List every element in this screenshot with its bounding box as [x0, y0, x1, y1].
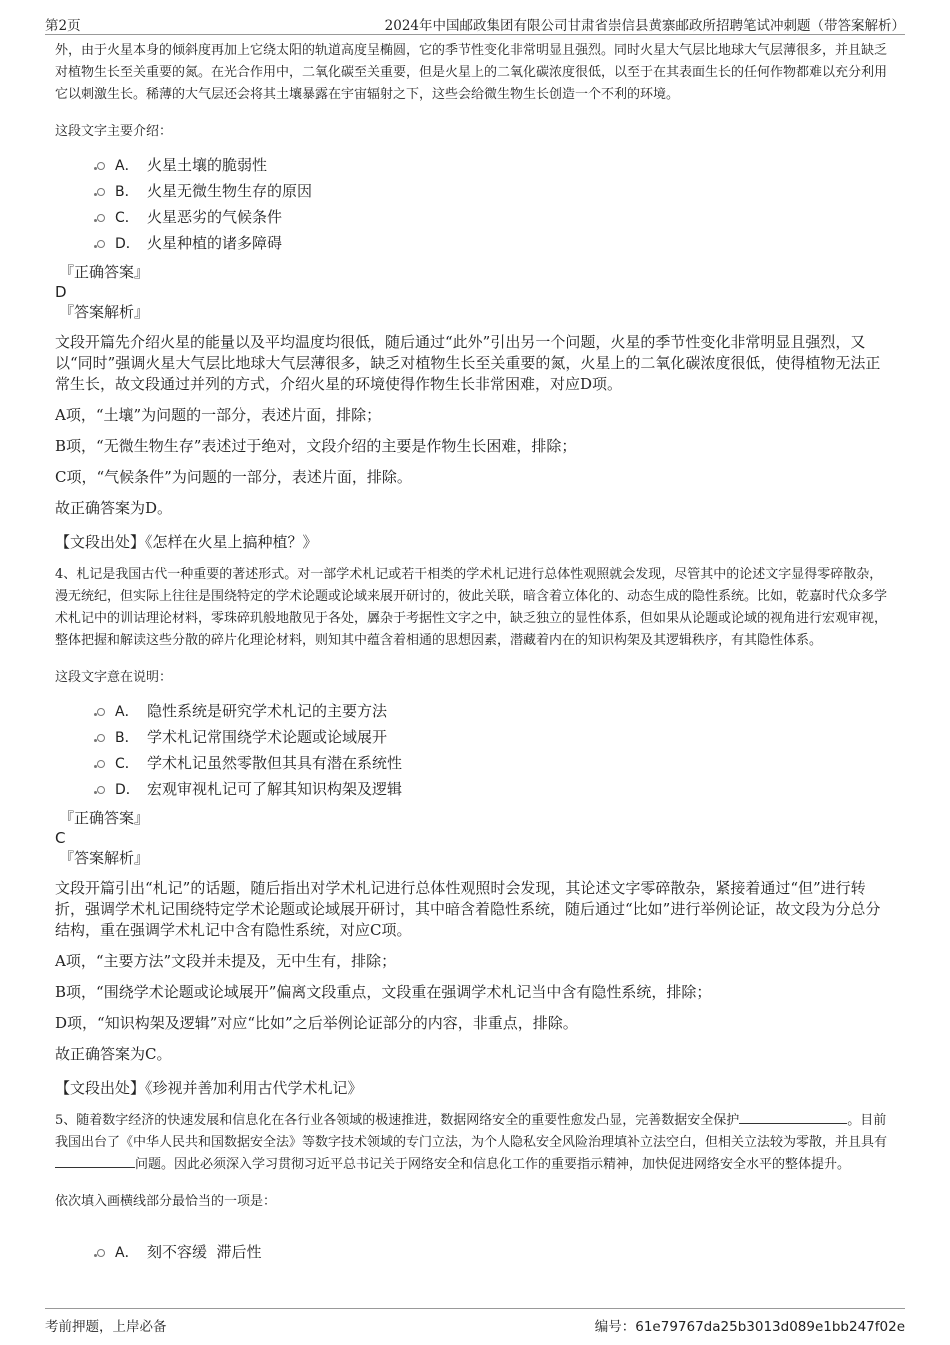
q4-analysis-main: 文段开篇引出“札记”的话题，随后指出对学术札记进行总体性观照时会发现，其论述文字零碎散杂，紧接着通过“但”进行转折，强调学术札记围绕特定学术论题或论域展开研讨，其中暗含着隐性系统，随后通过“比如”进行举例论证，故文段为分总分结构，重在强调学术札记中含有隐性系统，对应C项。 — [55, 879, 881, 939]
q4-analysis-b: B项，“围绕学术论题或论域展开”偏离文段重点，文段重在强调学术札记当中含有隐性系统，排除； — [55, 983, 712, 1001]
q3-analysis-a: A项，“土壤”为问题的一部分，表述片面，排除； — [55, 406, 382, 424]
page-footer — [45, 1308, 905, 1339]
radio-icon[interactable] — [97, 188, 105, 196]
q3-option-a[interactable]: A． 火星土壤的脆弱性 — [95, 152, 895, 178]
q3-option-d[interactable]: D． 火星种植的诸多障碍 — [95, 230, 895, 256]
page-header — [45, 10, 905, 35]
q3-analysis-b: B项，“无微生物生存”表述过于绝对，文段介绍的主要是作物生长困难，排除； — [55, 437, 577, 455]
q5-prompt: 依次填入画横线部分最恰当的一项是： — [55, 1194, 277, 1209]
radio-icon[interactable] — [97, 214, 105, 222]
q4-option-b[interactable]: B． 学术札记常围绕学术论题或论域展开 — [95, 724, 895, 750]
q4-analysis-a: A项，“主要方法”文段并未提及，无中生有，排除； — [55, 952, 397, 970]
radio-icon[interactable] — [97, 734, 105, 742]
q3-option-b[interactable]: B． 火星无微生物生存的原因 — [95, 178, 895, 204]
q4-options — [55, 698, 895, 802]
q4-option-c[interactable]: C． 学术札记虽然零散但其具有潜在系统性 — [95, 750, 895, 776]
q3-options — [55, 152, 895, 256]
radio-icon[interactable] — [97, 162, 105, 170]
q3-analysis-main: 文段开篇先介绍火星的能量以及平均温度均很低，随后通过“此外”引出另一个问题，火星的季节性变化非常明显且强烈，又以“同时”强调火星大气层比地球大气层薄很多，缺乏对植物生长至关重要的氮，火星上的二氧化碳浓度很低，使得植物无法正常生长，故文段通过并列的方式，介绍火星的环境使得作物生长非常困难，对应D项。 — [55, 333, 881, 393]
radio-icon[interactable] — [97, 786, 105, 794]
q4-source: 【文段出处】《珍视并善加利用古代学术札记》 — [55, 1079, 363, 1097]
document-title: 2024年中国邮政集团有限公司甘肃省崇信县黄寨邮政所招聘笔试冲刺题（带答案解析） — [384, 18, 905, 34]
q4-analysis-d: D项，“知识构架及逻辑”对应“比如”之后举例论证部分的内容，非重点，排除。 — [55, 1014, 578, 1032]
q4-analysis-tag: 『答案解析』 — [59, 849, 150, 867]
q4-option-d[interactable]: D． 宏观审视札记可了解其知识构架及逻辑 — [95, 776, 895, 802]
q4-prompt: 这段文字意在说明： — [55, 670, 173, 685]
fill-blank-2[interactable] — [55, 1155, 135, 1168]
radio-icon[interactable] — [97, 1249, 105, 1257]
q5-passage: 5、随着数字经济的快速发展和信息化在各行业各领域的极速推进，数据网络安全的重要性愈发凸显，完善数据安全保护 。目前我国出台了《中华人民共和国数据安全法》等数字技术领域的专门立法，为个人隐私安全风险治理填补立法空白，但相关立法较为零散，并且具有问题。因此必须深入学习贯彻习近平总书记关于网络安全和信息化工作的重要指示精神，加快促进网络安全水平的整体提升。 — [55, 1113, 888, 1172]
radio-icon[interactable] — [97, 760, 105, 768]
q3-passage: 外，由于火星本身的倾斜度再加上它绕太阳的轨道高度呈椭圆，它的季节性变化非常明显且强烈。同时火星大气层比地球大气层薄很多，并且缺乏对植物生长至关重要的氮。在光合作用中，二氧化碳至关重要，但是火星上的二氧化碳浓度很低，以至于在其表面生长的任何作物都难以充分利用它以刺激生长。稀薄的大气层还会将其土壤暴露在宇宙辐射之下，这些会给微生物生长创造一个不利的环境。 — [55, 43, 888, 102]
page-number: 第2页 — [45, 18, 81, 34]
q5-options — [55, 1239, 895, 1265]
fill-blank-1[interactable] — [739, 1111, 847, 1124]
document-body — [55, 38, 895, 1265]
footer-slogan: 考前押题，上岸必备 — [45, 1319, 167, 1335]
q3-prompt: 这段文字主要介绍： — [55, 124, 173, 139]
q3-option-c[interactable]: C． 火星恶劣的气候条件 — [95, 204, 895, 230]
q4-answer-tag: 『正确答案』 — [59, 809, 150, 827]
q4-option-a[interactable]: A． 隐性系统是研究学术札记的主要方法 — [95, 698, 895, 724]
q3-conclusion: 故正确答案为D。 — [55, 499, 173, 517]
radio-icon[interactable] — [97, 240, 105, 248]
q4-passage: 4、札记是我国古代一种重要的著述形式。对一部学术札记或若干相类的学术札记进行总体性观照就会发现，尽管其中的论述文字显得零碎散杂，漫无统纪，但实际上往往是围绕特定的学术论题或论域来展开研讨的，彼此关联，暗含着立体化的、动态生成的隐性系统。比如，乾嘉时代众多学术札记中的训诂理论材料，零珠碎玑般地散见于各处，羼杂于考据性文字之中，缺乏独立的显性体系，但如果从论题或论域的视角进行宏观审视，整体把握和解读这些分散的碎片化理论材料，则知其中蕴含着相通的思想因素，潜藏着内在的知识构架及其逻辑秩序，有其隐性体系。 — [55, 567, 888, 648]
document-id: 编号：61e79767da25b3013d089e1bb247f02e — [594, 1319, 905, 1335]
q4-answer: C — [55, 829, 66, 847]
radio-icon[interactable] — [97, 708, 105, 716]
q3-analysis-tag: 『答案解析』 — [59, 303, 150, 321]
q3-source: 【文段出处】《怎样在火星上搞种植？》 — [55, 533, 318, 551]
q4-conclusion: 故正确答案为C。 — [55, 1045, 172, 1063]
q3-answer-tag: 『正确答案』 — [59, 263, 150, 281]
q3-answer: D — [55, 283, 67, 301]
q3-analysis-c: C项，“气候条件”为问题的一部分，表述片面，排除。 — [55, 468, 412, 486]
q5-option-a[interactable]: A． 刻不容缓 滞后性 — [95, 1239, 895, 1265]
